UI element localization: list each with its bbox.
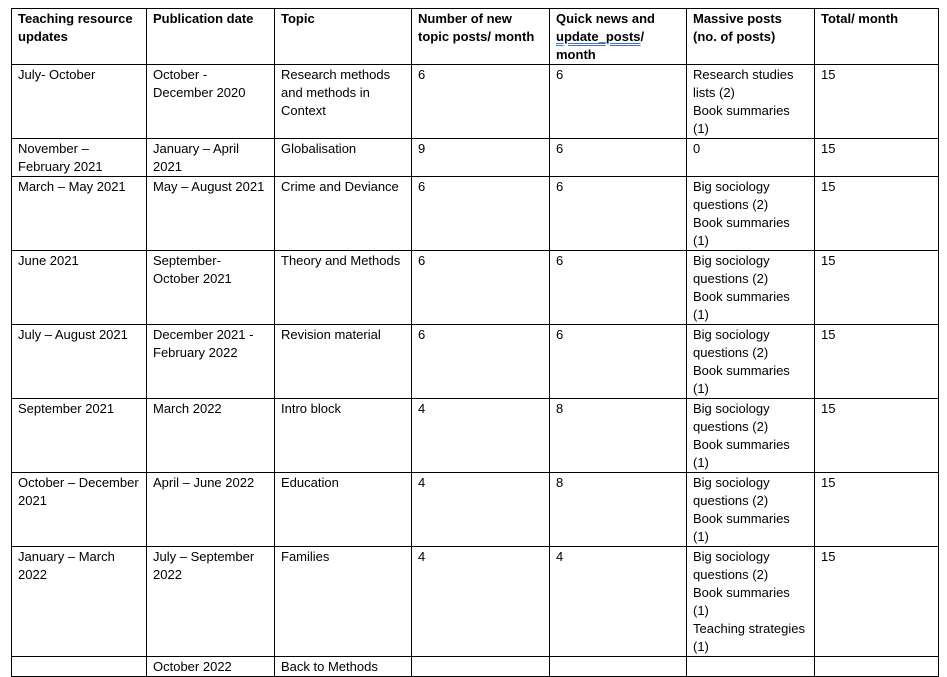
cell-massive-posts [687, 657, 815, 677]
cell-new-topic-posts: 9 [412, 139, 550, 177]
cell-publication-date: March 2022 [147, 399, 275, 473]
cell-massive-posts [687, 399, 815, 473]
cell-topic: Back to Methods [275, 657, 412, 677]
cell-new-topic-posts: 6 [412, 325, 550, 399]
massive-post-item: Big sociology questions (2) [693, 327, 770, 360]
cell-quick-news-posts: 6 [550, 65, 687, 139]
cell-total-per-month: 15 [815, 325, 939, 399]
cell-new-topic-posts: 4 [412, 399, 550, 473]
cell-topic: Crime and Deviance [275, 177, 412, 251]
cell-massive-posts [687, 325, 815, 399]
massive-post-item: Book summaries (1) [693, 363, 790, 396]
cell-publication-date: October 2022 [147, 657, 275, 677]
cell-quick-news-posts: 6 [550, 177, 687, 251]
cell-total-per-month: 15 [815, 547, 939, 657]
cell-topic: Intro block [275, 399, 412, 473]
header-teaching-resource-updates: Teaching resource updates [12, 9, 147, 65]
cell-total-per-month [815, 657, 939, 677]
header-publication-date: Publication date [147, 9, 275, 65]
cell-new-topic-posts [412, 657, 550, 677]
header-massive-posts: Massive posts (no. of posts) [687, 9, 815, 65]
cell-massive-posts [687, 65, 815, 139]
cell-massive-posts [687, 473, 815, 547]
cell-new-topic-posts: 4 [412, 473, 550, 547]
massive-post-item: Big sociology questions (2) [693, 401, 770, 434]
massive-post-item: Research studies lists (2) [693, 67, 794, 100]
cell-publication-date: September- October 2021 [147, 251, 275, 325]
cell-publication-date: December 2021 - February 2022 [147, 325, 275, 399]
massive-post-item: 0 [693, 141, 701, 156]
cell-topic: Families [275, 547, 412, 657]
cell-teaching-resource-update: September 2021 [12, 399, 147, 473]
massive-post-item: Big sociology questions (2) [693, 549, 770, 582]
table-row [12, 139, 939, 177]
cell-massive-posts [687, 251, 815, 325]
cell-topic: Revision material [275, 325, 412, 399]
cell-topic: Research methods and methods in Context [275, 65, 412, 139]
cell-massive-posts [687, 139, 815, 177]
cell-topic: Theory and Methods [275, 251, 412, 325]
cell-quick-news-posts: 4 [550, 547, 687, 657]
content-plan-table [11, 8, 939, 677]
cell-topic: Education [275, 473, 412, 547]
cell-new-topic-posts: 6 [412, 177, 550, 251]
table-row [12, 473, 939, 547]
massive-post-item: Book summaries (1) [693, 511, 790, 544]
table-row [12, 399, 939, 473]
cell-teaching-resource-update: January – March 2022 [12, 547, 147, 657]
cell-new-topic-posts: 6 [412, 65, 550, 139]
massive-post-item: Book summaries (1) [693, 289, 790, 322]
cell-total-per-month: 15 [815, 139, 939, 177]
table-row [12, 547, 939, 657]
header-row [12, 9, 939, 65]
cell-quick-news-posts [550, 657, 687, 677]
cell-massive-posts [687, 177, 815, 251]
cell-teaching-resource-update: October – December 2021 [12, 473, 147, 547]
table-row [12, 65, 939, 139]
cell-teaching-resource-update: March – May 2021 [12, 177, 147, 251]
cell-publication-date: October - December 2020 [147, 65, 275, 139]
cell-new-topic-posts: 6 [412, 251, 550, 325]
cell-publication-date: April – June 2022 [147, 473, 275, 547]
table-row [12, 251, 939, 325]
cell-publication-date: July – September 2022 [147, 547, 275, 657]
cell-teaching-resource-update [12, 657, 147, 677]
massive-post-item: Book summaries (1) [693, 585, 790, 618]
cell-publication-date: January – April 2021 [147, 139, 275, 177]
cell-total-per-month: 15 [815, 399, 939, 473]
cell-new-topic-posts: 4 [412, 547, 550, 657]
header-quick-news [550, 9, 687, 65]
massive-post-item: Book summaries (1) [693, 437, 790, 470]
cell-teaching-resource-update: July- October [12, 65, 147, 139]
massive-post-item: Book summaries (1) [693, 103, 790, 136]
header-quick-news-part3: / month [556, 29, 645, 62]
header-topic: Topic [275, 9, 412, 65]
cell-quick-news-posts: 6 [550, 325, 687, 399]
cell-quick-news-posts: 8 [550, 399, 687, 473]
table-row [12, 177, 939, 251]
massive-post-item: Big sociology questions (2) [693, 253, 770, 286]
cell-topic: Globalisation [275, 139, 412, 177]
cell-total-per-month: 15 [815, 177, 939, 251]
cell-quick-news-posts: 6 [550, 139, 687, 177]
cell-teaching-resource-update: November – February 2021 [12, 139, 147, 177]
massive-post-item: Big sociology questions (2) [693, 475, 770, 508]
header-total-per-month: Total/ month [815, 9, 939, 65]
header-new-topic-posts: Number of new topic posts/ month [412, 9, 550, 65]
massive-post-item: Book summaries (1) [693, 215, 790, 248]
cell-teaching-resource-update: July – August 2021 [12, 325, 147, 399]
cell-total-per-month: 15 [815, 251, 939, 325]
massive-post-item: Teaching strategies (1) [693, 621, 806, 654]
cell-publication-date: May – August 2021 [147, 177, 275, 251]
header-quick-news-part1: Quick news and [556, 11, 655, 26]
table-row [12, 325, 939, 399]
cell-teaching-resource-update: June 2021 [12, 251, 147, 325]
cell-quick-news-posts: 8 [550, 473, 687, 547]
cell-total-per-month: 15 [815, 473, 939, 547]
table-body [12, 65, 939, 677]
massive-post-item: Big sociology questions (2) [693, 179, 770, 212]
header-quick-news-spellcheck-word: update_posts [556, 29, 641, 44]
cell-quick-news-posts: 6 [550, 251, 687, 325]
table-row [12, 657, 939, 677]
cell-massive-posts [687, 547, 815, 657]
cell-total-per-month: 15 [815, 65, 939, 139]
